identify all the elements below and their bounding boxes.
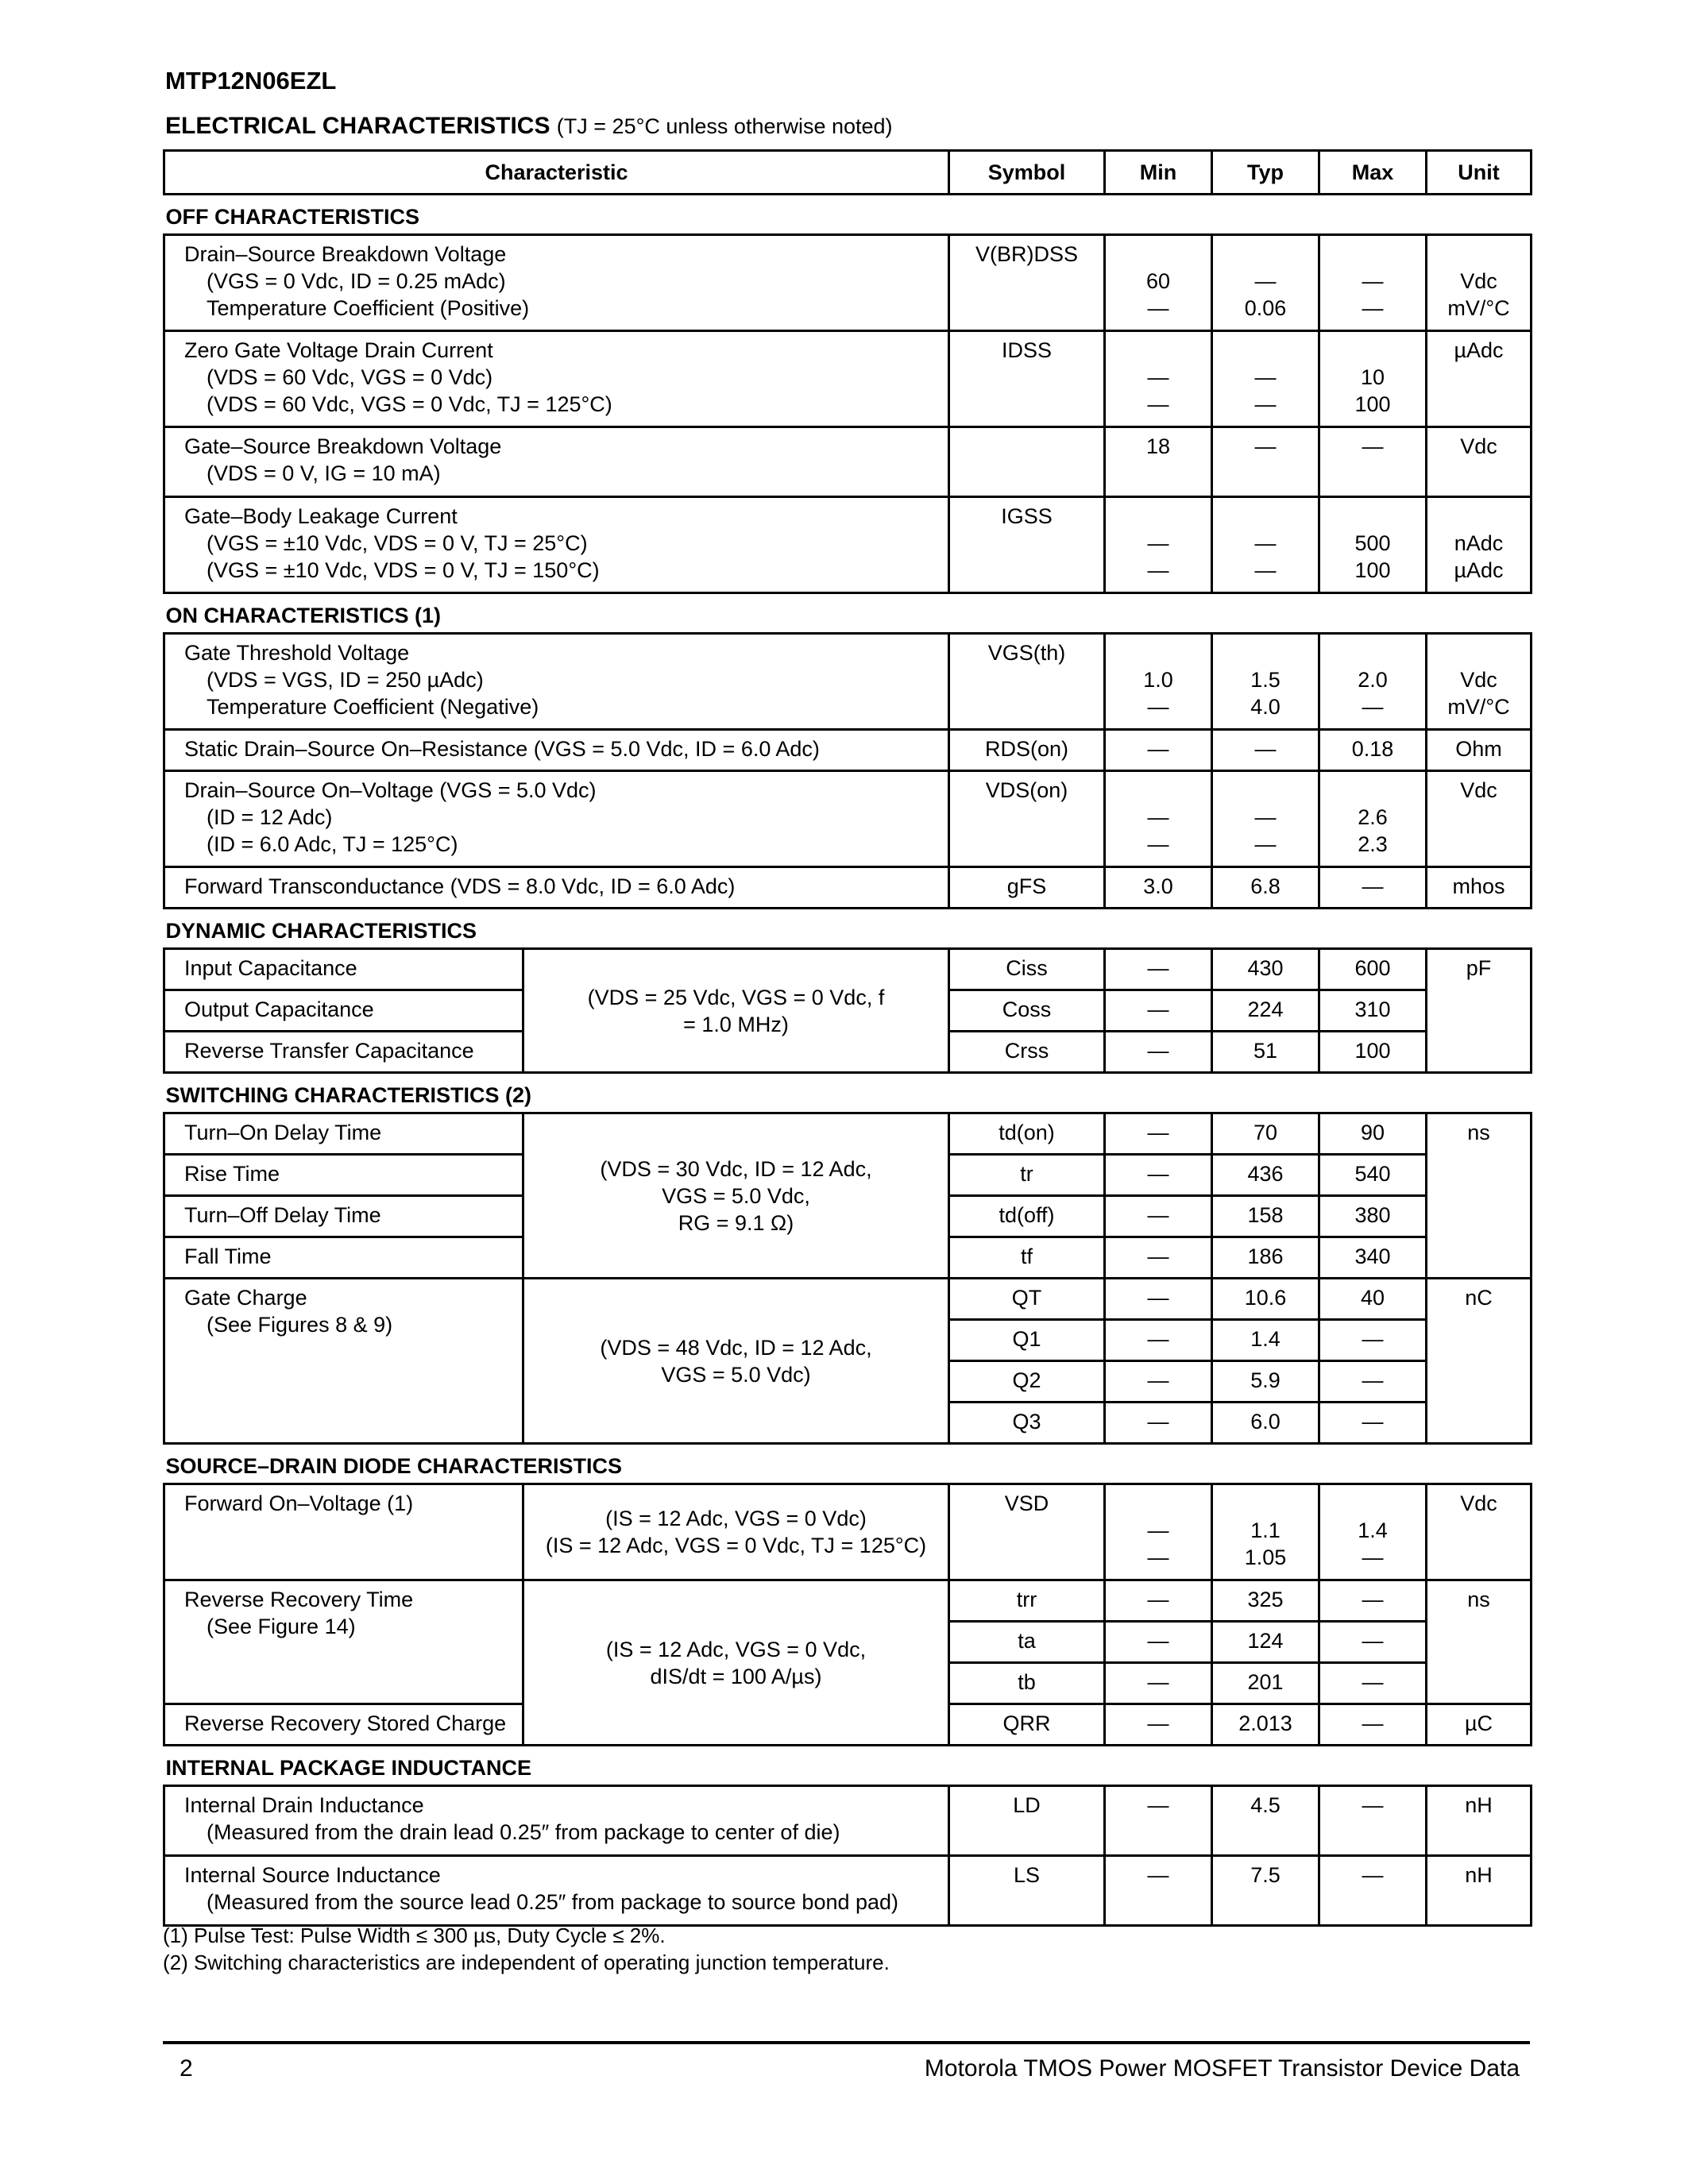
unit-value: ns [1467, 1121, 1490, 1144]
footnote: (2) Switching characteristics are independent of operating junction temperature. [163, 1951, 890, 1974]
char-name: Forward On–Voltage (1) [184, 1491, 414, 1515]
section-dynamic: DYNAMIC CHARACTERISTICS [164, 909, 1532, 949]
char-name: Gate Charge [184, 1286, 307, 1310]
symbol: IDSS [1001, 338, 1053, 362]
max-value: — [1362, 1327, 1384, 1351]
char-cond: (VDS = 60 Vdc, VGS = 0 Vdc, TJ = 125°C) [207, 392, 612, 416]
char-name: Internal Source Inductance [184, 1863, 441, 1887]
table-row [164, 771, 1532, 867]
unit-value: Vdc [1460, 1491, 1497, 1515]
min-value: — [1147, 1286, 1169, 1310]
unit-value: Vdc [1460, 668, 1497, 692]
char-name: Gate Threshold Voltage [184, 641, 410, 665]
max-value: 310 [1354, 997, 1391, 1021]
section-diode: SOURCE–DRAIN DIODE CHARACTERISTICS [164, 1444, 1532, 1484]
min-value: — [1147, 1518, 1169, 1542]
test-conditions [523, 1580, 949, 1746]
min-value: 3.0 [1143, 874, 1173, 898]
symbol: IGSS [1001, 504, 1053, 528]
typ-value: 201 [1247, 1670, 1284, 1694]
char-cond: (See Figures 8 & 9) [207, 1313, 393, 1337]
max-value: — [1362, 1711, 1384, 1735]
cond-text: dIS/dt = 100 A/µs) [650, 1664, 822, 1688]
min-value: — [1147, 997, 1169, 1021]
typ-value: — [1254, 805, 1277, 829]
char-cond: (VDS = 60 Vdc, VGS = 0 Vdc) [207, 365, 493, 389]
max-value: 340 [1354, 1244, 1391, 1268]
max-value: 90 [1360, 1121, 1385, 1144]
min-value: — [1147, 392, 1169, 416]
symbol: td(off) [999, 1203, 1055, 1227]
max-value: 380 [1354, 1203, 1391, 1227]
unit-value: Vdc [1460, 434, 1497, 458]
footnote: (1) Pulse Test: Pulse Width ≤ 300 µs, Duty Cycle ≤ 2%. [163, 1924, 666, 1947]
electrical-characteristics-table [163, 149, 1532, 1927]
min-value: 1.0 [1143, 668, 1173, 692]
symbol: ta [1018, 1629, 1036, 1653]
symbol: Q1 [1012, 1327, 1041, 1351]
unit-value: Vdc [1460, 778, 1497, 802]
max-value: 2.3 [1358, 832, 1388, 856]
unit-value: nC [1465, 1286, 1493, 1310]
typ-value: 0.06 [1244, 296, 1287, 320]
max-value: — [1362, 1670, 1384, 1694]
min-value: — [1147, 1863, 1169, 1887]
min-value: — [1147, 695, 1169, 719]
heading-title: ELECTRICAL CHARACTERISTICS [165, 113, 550, 139]
footer-rule [163, 2041, 1530, 2044]
max-value: 40 [1360, 1286, 1385, 1310]
symbol: QT [1011, 1286, 1042, 1310]
char-cond: (VDS = 0 V, IG = 10 mA) [207, 461, 441, 485]
unit-value: pF [1466, 956, 1492, 980]
min-value: — [1147, 1629, 1169, 1653]
char-name: Output Capacitance [184, 997, 374, 1021]
symbol: Q3 [1012, 1410, 1041, 1433]
min-value: — [1147, 956, 1169, 980]
typ-value: 430 [1247, 956, 1284, 980]
min-value: — [1147, 1793, 1169, 1817]
typ-value: 325 [1247, 1588, 1284, 1611]
symbol: LD [1013, 1793, 1041, 1817]
min-value: — [1147, 365, 1169, 389]
typ-value: 4.0 [1250, 695, 1280, 719]
symbol: VDS(on) [985, 778, 1068, 802]
table-row [164, 331, 1532, 427]
test-conditions [523, 1279, 949, 1444]
min-value: — [1147, 1121, 1169, 1144]
char-name: Input Capacitance [184, 956, 357, 980]
unit-value: nH [1465, 1863, 1493, 1887]
col-typ: Typ [1212, 151, 1319, 195]
typ-value: 6.0 [1250, 1410, 1280, 1433]
min-value: — [1147, 1410, 1169, 1433]
footnotes [163, 1922, 890, 1976]
typ-value: 7.5 [1250, 1863, 1280, 1887]
min-value: 18 [1145, 434, 1171, 458]
symbol: Ciss [1006, 956, 1048, 980]
unit-value: nH [1465, 1793, 1493, 1817]
typ-value: 124 [1247, 1629, 1284, 1653]
cond-text: (IS = 12 Adc, VGS = 0 Vdc, TJ = 125°C) [545, 1534, 927, 1557]
cond-text: RG = 9.1 Ω) [678, 1210, 794, 1235]
typ-value: 10.6 [1244, 1286, 1287, 1310]
table-row [164, 1580, 1532, 1622]
typ-value: — [1254, 392, 1277, 416]
max-value: — [1362, 1410, 1384, 1433]
char-cond: Temperature Coefficient (Positive) [207, 296, 530, 320]
typ-value: — [1254, 737, 1277, 761]
section-on: ON CHARACTERISTICS (1) [164, 593, 1532, 634]
max-value: 10 [1360, 365, 1385, 389]
typ-value: 158 [1247, 1203, 1284, 1227]
unit-value: Ohm [1455, 737, 1502, 761]
char-name: Turn–Off Delay Time [184, 1203, 381, 1227]
char-name: Reverse Recovery Time [184, 1588, 414, 1611]
max-value: — [1362, 874, 1384, 898]
max-value: — [1362, 1368, 1384, 1392]
section-package: INTERNAL PACKAGE INDUCTANCE [164, 1746, 1532, 1786]
min-value: — [1147, 1545, 1169, 1569]
cond-text: (IS = 12 Adc, VGS = 0 Vdc) [605, 1507, 867, 1530]
symbol: LS [1013, 1863, 1041, 1887]
char-name: Drain–Source Breakdown Voltage [184, 242, 507, 266]
unit-value: µAdc [1454, 558, 1504, 582]
symbol: td(on) [999, 1121, 1055, 1144]
char-name: Rise Time [184, 1162, 280, 1186]
cond-text: VGS = 5.0 Vdc, [662, 1183, 810, 1208]
typ-value: 5.9 [1250, 1368, 1280, 1392]
char-name: Gate–Body Leakage Current [184, 504, 458, 528]
char-cond: (Measured from the drain lead 0.25″ from package to center of die) [207, 1820, 840, 1844]
table-row [164, 867, 1532, 909]
max-value: 100 [1354, 558, 1391, 582]
section-off: OFF CHARACTERISTICS [164, 195, 1532, 235]
max-value: — [1362, 1588, 1384, 1611]
max-value: — [1362, 296, 1384, 320]
unit-value: mhos [1452, 874, 1505, 898]
cond-text: (VDS = 30 Vdc, ID = 12 Adc, [600, 1156, 872, 1181]
col-max: Max [1319, 151, 1427, 195]
min-value: — [1147, 1327, 1169, 1351]
char-cond: (VGS = 0 Vdc, ID = 0.25 mAdc) [207, 269, 506, 293]
char-name: Drain–Source On–Voltage (VGS = 5.0 Vdc) [184, 778, 597, 802]
char-cond: (ID = 12 Adc) [207, 805, 333, 829]
footer-text: Motorola TMOS Power MOSFET Transistor Device Data [924, 2055, 1520, 2082]
typ-value: 1.05 [1244, 1545, 1287, 1569]
unit-value: mV/°C [1447, 296, 1510, 320]
max-value: — [1362, 269, 1384, 293]
table-row [164, 235, 1532, 331]
max-value: — [1362, 1863, 1384, 1887]
col-characteristic: Characteristic [164, 151, 949, 195]
min-value: — [1147, 531, 1169, 555]
table-row [164, 1484, 1532, 1580]
char-name: Static Drain–Source On–Resistance (VGS = 5.0 Vdc, ID = 6.0 Adc) [184, 737, 820, 761]
unit-value: ns [1467, 1588, 1490, 1611]
symbol: QRR [1002, 1711, 1051, 1735]
table-row [164, 949, 1532, 990]
symbol: trr [1016, 1588, 1037, 1611]
symbol: tr [1020, 1162, 1033, 1186]
table-row [164, 1786, 1532, 1856]
symbol: Q2 [1012, 1368, 1041, 1392]
char-name: Zero Gate Voltage Drain Current [184, 338, 493, 362]
char-cond: (VDS = VGS, ID = 250 µAdc) [207, 668, 484, 692]
unit-value: mV/°C [1447, 695, 1510, 719]
table-heading [165, 113, 893, 140]
test-conditions [523, 1113, 949, 1279]
part-number: MTP12N06EZL [165, 67, 337, 95]
typ-value: 186 [1247, 1244, 1284, 1268]
char-name: Reverse Transfer Capacitance [184, 1039, 474, 1063]
max-value: — [1362, 434, 1384, 458]
min-value: — [1147, 737, 1169, 761]
symbol: VGS(th) [987, 641, 1066, 665]
max-value: 1.4 [1358, 1518, 1388, 1542]
typ-value: — [1254, 558, 1277, 582]
char-cond: (See Figure 14) [207, 1615, 356, 1638]
min-value: — [1147, 1203, 1169, 1227]
typ-value: — [1254, 269, 1277, 293]
char-name: Gate–Source Breakdown Voltage [184, 434, 502, 458]
min-value: — [1147, 1670, 1169, 1694]
symbol: Coss [1002, 997, 1052, 1021]
typ-value: — [1254, 531, 1277, 555]
char-name: Fall Time [184, 1244, 272, 1268]
min-value: — [1147, 1244, 1169, 1268]
char-cond: (ID = 6.0 Adc, TJ = 125°C) [207, 832, 458, 856]
typ-value: 51 [1253, 1039, 1278, 1063]
max-value: 2.6 [1358, 805, 1388, 829]
max-value: — [1362, 1793, 1384, 1817]
typ-value: — [1254, 434, 1277, 458]
min-value: 60 [1145, 269, 1171, 293]
cond-text: (IS = 12 Adc, VGS = 0 Vdc, [605, 1637, 867, 1661]
table-row [164, 634, 1532, 730]
max-value: — [1362, 695, 1384, 719]
min-value: — [1147, 1368, 1169, 1392]
page-number: 2 [180, 2055, 193, 2082]
typ-value: 70 [1253, 1121, 1278, 1144]
table-row [164, 730, 1532, 771]
max-value: — [1362, 1545, 1384, 1569]
table-row [164, 1113, 1532, 1155]
max-value: 100 [1354, 392, 1391, 416]
typ-value: — [1254, 832, 1277, 856]
table-row [164, 427, 1532, 497]
symbol: VSD [1004, 1491, 1049, 1515]
table-row [164, 1279, 1532, 1320]
char-cond: (VGS = ±10 Vdc, VDS = 0 V, TJ = 25°C) [207, 531, 588, 555]
cond-text: (VDS = 25 Vdc, VGS = 0 Vdc, f = 1.0 MHz) [587, 985, 885, 1036]
char-cond: (Measured from the source lead 0.25″ from package to source bond pad) [207, 1890, 899, 1914]
min-value: — [1147, 1039, 1169, 1063]
min-value: — [1147, 832, 1169, 856]
symbol: RDS(on) [984, 737, 1069, 761]
col-symbol: Symbol [949, 151, 1105, 195]
char-cond: (VGS = ±10 Vdc, VDS = 0 V, TJ = 150°C) [207, 558, 600, 582]
section-switching: SWITCHING CHARACTERISTICS (2) [164, 1073, 1532, 1113]
symbol: tf [1020, 1244, 1033, 1268]
min-value: — [1147, 1711, 1169, 1735]
symbol: V(BR)DSS [975, 242, 1078, 266]
min-value: — [1147, 805, 1169, 829]
table-row [164, 497, 1532, 593]
typ-value: 1.1 [1250, 1518, 1280, 1542]
typ-value: 6.8 [1250, 874, 1280, 898]
max-value: 600 [1354, 956, 1391, 980]
typ-value: — [1254, 365, 1277, 389]
typ-value: 436 [1247, 1162, 1284, 1186]
min-value: — [1147, 1588, 1169, 1611]
typ-value: 4.5 [1250, 1793, 1280, 1817]
char-name: Reverse Recovery Stored Charge [184, 1711, 507, 1735]
cond-text: VGS = 5.0 Vdc) [661, 1362, 811, 1387]
unit-value: Vdc [1460, 269, 1497, 293]
symbol: tb [1018, 1670, 1036, 1694]
min-value: — [1147, 296, 1169, 320]
typ-value: 224 [1247, 997, 1284, 1021]
max-value: 2.0 [1358, 668, 1388, 692]
typ-value: 2.013 [1238, 1711, 1292, 1735]
max-value: 500 [1354, 531, 1391, 555]
max-value: 540 [1354, 1162, 1391, 1186]
heading-condition: (TJ = 25°C unless otherwise noted) [556, 114, 893, 138]
col-min: Min [1105, 151, 1212, 195]
cond-text: (VDS = 48 Vdc, ID = 12 Adc, [600, 1335, 872, 1360]
symbol: Crss [1004, 1039, 1049, 1063]
char-name: Internal Drain Inductance [184, 1793, 424, 1817]
typ-value: 1.5 [1250, 668, 1280, 692]
col-unit: Unit [1427, 151, 1532, 195]
typ-value: 1.4 [1250, 1327, 1280, 1351]
max-value: 100 [1354, 1039, 1391, 1063]
header-row [164, 151, 1532, 195]
test-conditions [523, 949, 949, 1073]
symbol: gFS [1006, 874, 1047, 898]
test-conditions [523, 1484, 949, 1580]
max-value: 0.18 [1351, 737, 1394, 761]
min-value: — [1147, 1162, 1169, 1186]
char-name: Forward Transconductance (VDS = 8.0 Vdc, ID = 6.0 Adc) [184, 874, 736, 898]
table-row [164, 1856, 1532, 1926]
unit-value: µAdc [1454, 338, 1504, 362]
char-cond: Temperature Coefficient (Negative) [207, 695, 539, 719]
char-name: Turn–On Delay Time [184, 1121, 382, 1144]
min-value: — [1147, 558, 1169, 582]
max-value: — [1362, 1629, 1384, 1653]
unit-value: nAdc [1454, 531, 1504, 555]
unit-value: µC [1464, 1711, 1493, 1735]
